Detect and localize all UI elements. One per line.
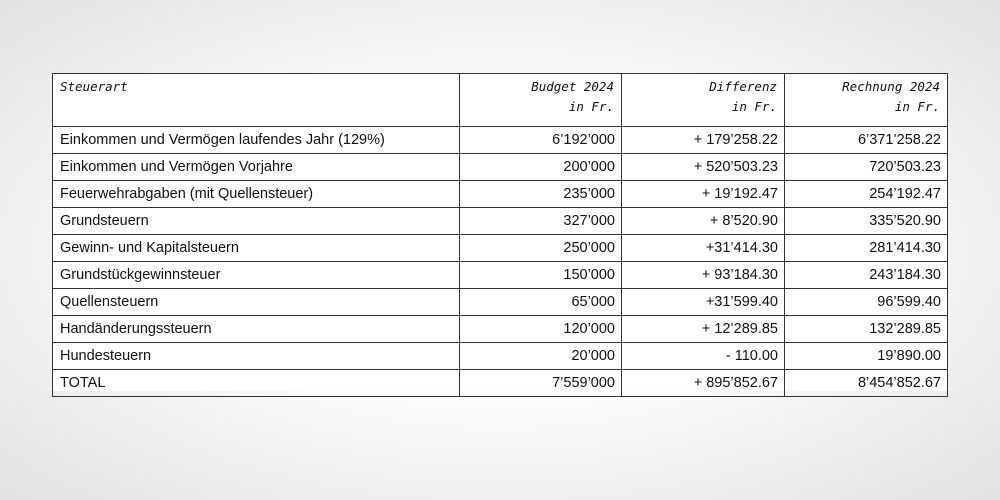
header-rechnung <box>785 74 948 127</box>
row-label: Feuerwehrabgaben (mit Quellensteuer) <box>53 181 460 208</box>
tax-table <box>52 73 948 397</box>
row-differenz: +31’599.40 <box>622 289 785 316</box>
header-differenz-title: Differenz <box>709 79 777 94</box>
header-steuerart <box>53 74 460 127</box>
row-differenz: + 12’289.85 <box>622 316 785 343</box>
row-budget: 65’000 <box>460 289 622 316</box>
table-row <box>53 208 948 235</box>
header-steuerart-label: Steuerart <box>60 79 128 94</box>
table-row <box>53 343 948 370</box>
row-budget: 150’000 <box>460 262 622 289</box>
row-budget: 120’000 <box>460 316 622 343</box>
row-differenz: + 93’184.30 <box>622 262 785 289</box>
total-row <box>53 370 948 397</box>
row-label: Einkommen und Vermögen Vorjahre <box>53 154 460 181</box>
row-rechnung: 96’599.40 <box>785 289 948 316</box>
table-row <box>53 181 948 208</box>
row-rechnung: 335’520.90 <box>785 208 948 235</box>
row-budget: 200’000 <box>460 154 622 181</box>
header-differenz-unit: in Fr. <box>731 99 777 114</box>
row-budget: 235’000 <box>460 181 622 208</box>
row-differenz: + 520’503.23 <box>622 154 785 181</box>
row-rechnung: 254’192.47 <box>785 181 948 208</box>
row-rechnung: 6’371’258.22 <box>785 127 948 154</box>
row-budget: 6’192’000 <box>460 127 622 154</box>
row-label: Gewinn- und Kapitalsteuern <box>53 235 460 262</box>
row-budget: 20’000 <box>460 343 622 370</box>
total-label: TOTAL <box>53 370 460 397</box>
table-row <box>53 262 948 289</box>
row-budget: 327’000 <box>460 208 622 235</box>
row-label: Einkommen und Vermögen laufendes Jahr (129%) <box>53 127 460 154</box>
total-rechnung: 8’454’852.67 <box>785 370 948 397</box>
header-row <box>53 74 948 127</box>
header-budget-unit: in Fr. <box>568 99 614 114</box>
row-differenz: +31’414.30 <box>622 235 785 262</box>
row-budget: 250’000 <box>460 235 622 262</box>
row-differenz: + 179’258.22 <box>622 127 785 154</box>
header-differenz <box>622 74 785 127</box>
row-rechnung: 720’503.23 <box>785 154 948 181</box>
row-differenz: + 8’520.90 <box>622 208 785 235</box>
row-label: Handänderungssteuern <box>53 316 460 343</box>
table-row <box>53 289 948 316</box>
header-budget-title: Budget 2024 <box>531 79 614 94</box>
table-row <box>53 127 948 154</box>
header-rechnung-title: Rechnung 2024 <box>842 79 940 94</box>
total-budget: 7’559’000 <box>460 370 622 397</box>
row-differenz: + 19’192.47 <box>622 181 785 208</box>
row-label: Quellensteuern <box>53 289 460 316</box>
row-label: Grundsteuern <box>53 208 460 235</box>
row-rechnung: 243’184.30 <box>785 262 948 289</box>
row-label: Grundstückgewinnsteuer <box>53 262 460 289</box>
table-row <box>53 316 948 343</box>
table-row <box>53 154 948 181</box>
tax-table-container <box>52 73 947 391</box>
row-rechnung: 281’414.30 <box>785 235 948 262</box>
header-rechnung-unit: in Fr. <box>894 99 940 114</box>
table-row <box>53 235 948 262</box>
header-budget <box>460 74 622 127</box>
row-rechnung: 19’890.00 <box>785 343 948 370</box>
row-rechnung: 132’289.85 <box>785 316 948 343</box>
row-differenz: - 110.00 <box>622 343 785 370</box>
total-differenz: + 895’852.67 <box>622 370 785 397</box>
row-label: Hundesteuern <box>53 343 460 370</box>
